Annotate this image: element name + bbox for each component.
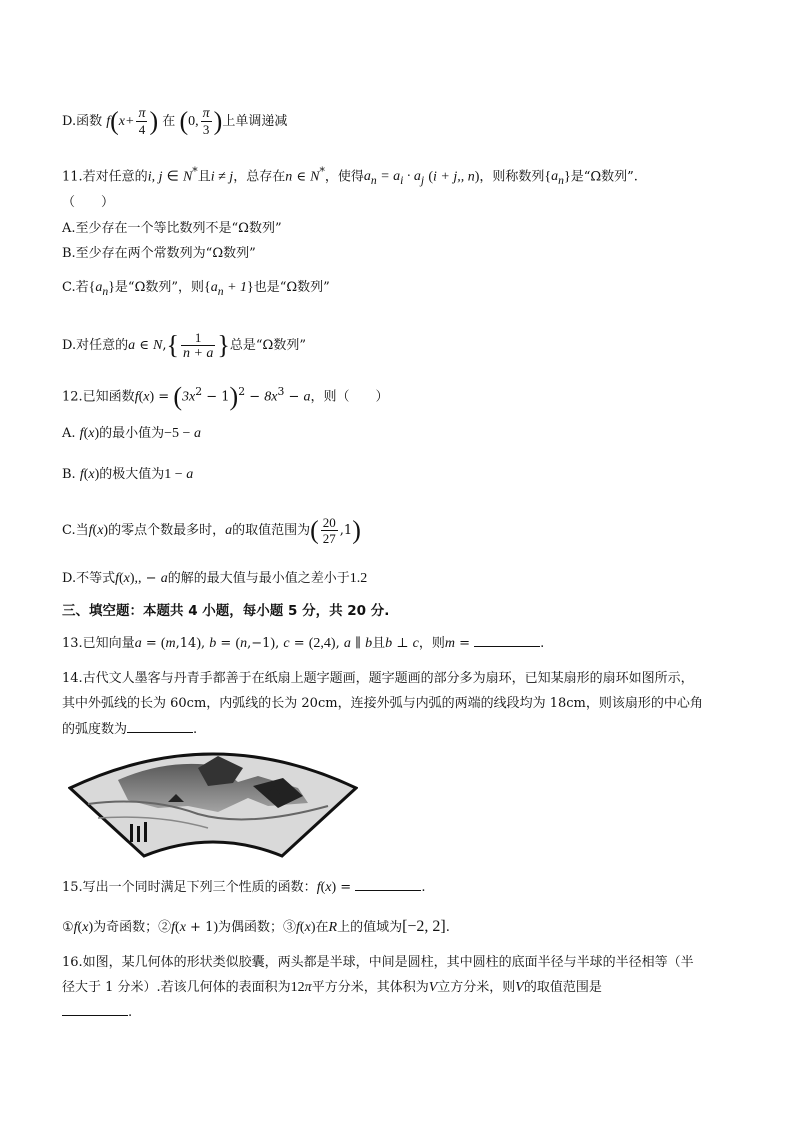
q11-stem-d: ，使得 bbox=[324, 169, 364, 185]
q10-option-d: D.函数 f(x+ $\frac{\pi}{4}$ ) 在 (0, $\frac{\pi}{3}$ )上单调递减 bbox=[62, 106, 288, 137]
q12c-b: 的零点个数最多时， bbox=[108, 523, 226, 538]
q12-option-b: B. f(x)的极大值为1 − a bbox=[62, 467, 194, 482]
q13-stem-b: 且 bbox=[372, 636, 386, 651]
q15-p1-b: 为奇函数；② bbox=[93, 920, 172, 935]
q12c-frac: $\frac{20}{27}$ bbox=[322, 515, 336, 546]
q10d-mid: 在 bbox=[162, 114, 176, 129]
q11-option-d: D.对任意的a ∈ N,{ $\frac{1}{n + a}$ }总是“Ω数列” bbox=[62, 330, 306, 361]
q14-line3-text: 的弧度数为 bbox=[62, 722, 128, 737]
q12-option-d: D.不等式f(x),, − a的解的最大值与最小值之差小于1.2 bbox=[62, 571, 368, 586]
q10d-label: D.函数 bbox=[62, 114, 103, 129]
q15-stem-text: 15.写出一个同时满足下列三个性质的函数： bbox=[62, 880, 317, 895]
q11c-a: C.若 bbox=[62, 280, 89, 295]
q10d-func: f bbox=[106, 114, 111, 129]
q16-line2: 径大于 1 分米）.若该几何体的表面积为12π平方分米，其体积为V立方分米，则V的取值范围是 bbox=[62, 980, 602, 995]
q16-answer-blank[interactable] bbox=[62, 1003, 128, 1016]
q11d-frac: $\frac{1}{n + a}$ bbox=[182, 330, 214, 361]
q14-answer-blank[interactable] bbox=[127, 720, 193, 733]
q12-stem: 12.已知函数$f(x) = (3x^2 - 1)^2 - 8x^3 - a$，则（ ） bbox=[62, 381, 389, 411]
q10d-interval-frac: $\frac{\pi}{3}$ bbox=[202, 106, 210, 137]
q12a-a: A. bbox=[62, 426, 76, 441]
q15-properties: ①f(x)为奇函数；②f(x + 1)为偶函数；③f(x)在R上的值域为[−2, 2]. bbox=[62, 918, 450, 935]
q12-option-c: C.当f(x)的零点个数最多时，a的取值范围为( $\frac{20}{27}$ ,1) bbox=[62, 515, 361, 546]
q14-end: . bbox=[193, 722, 198, 737]
q16-line2-c: 立方分米，则 bbox=[437, 980, 516, 995]
q11-stem-f: 是“Ω数列”. bbox=[570, 169, 638, 185]
q11-answer-paren: （ ） bbox=[62, 195, 115, 210]
q13-stem-c: ，则 bbox=[418, 636, 445, 651]
q15-answer-blank[interactable] bbox=[355, 878, 421, 891]
q15-p1-a: ① bbox=[62, 920, 74, 935]
q15-p1-c: 为偶函数；③ bbox=[218, 920, 297, 935]
q15-p1-d: 在 bbox=[315, 920, 329, 935]
q15-p1-f: . bbox=[445, 920, 450, 935]
q11c-b: 是“Ω数列”，则 bbox=[114, 280, 204, 295]
q13-stem: 13.已知向量a = (m,14), b = (n,−1), c = (2,4), a ∥ b且b ⊥ c，则m = . bbox=[62, 636, 545, 651]
q16-end: . bbox=[128, 1005, 133, 1020]
q12c-c: 的取值范围为 bbox=[232, 523, 311, 538]
q13-stem-d: . bbox=[540, 636, 545, 651]
q13-stem-a: 13.已知向量 bbox=[62, 636, 135, 651]
q16-line1: 16.如图，某几何体的形状类似胶囊，两头都是半球，中间是圆柱，其中圆柱的底面半径与半球的半径相等（半 bbox=[62, 955, 694, 970]
q11-option-b: B.至少存在两个常数列为“Ω数列” bbox=[62, 246, 256, 261]
q11-option-c: C.若$\{a_n\}$是“Ω数列”，则$\{a_n + 1\}$也是“Ω数列” bbox=[62, 280, 330, 298]
q12d-b: 的解的最大值与最小值之差小于 bbox=[167, 571, 350, 586]
fan-ring-figure bbox=[68, 748, 358, 860]
q12b-a: B. bbox=[62, 467, 76, 482]
q12-stem-a: 12.已知函数 bbox=[62, 389, 135, 405]
q13-answer-blank[interactable] bbox=[474, 634, 540, 647]
section-3-heading: 三、填空题：本题共 4 小题，每小题 5 分，共 20 分. bbox=[62, 603, 390, 619]
q14-line3 bbox=[62, 720, 197, 739]
q12c-a: C.当 bbox=[62, 523, 89, 538]
q15-stem: 15.写出一个同时满足下列三个性质的函数：f(x) = . bbox=[62, 880, 426, 895]
q15-p1-e: 上的值域为 bbox=[337, 920, 403, 935]
q12d-a: D.不等式 bbox=[62, 571, 116, 586]
q11-stem-e: ，则称数列 bbox=[479, 169, 545, 185]
q12-stem-b: ，则（ ） bbox=[310, 389, 389, 405]
q11d-a: D.对任意的 bbox=[62, 338, 129, 353]
q11c-c: 也是“Ω数列” bbox=[253, 280, 330, 295]
q12b-b: 的极大值为 bbox=[99, 467, 165, 482]
q11-stem-b: 且 bbox=[197, 169, 211, 185]
q11-stem-a: 11.若对任意的 bbox=[62, 169, 148, 185]
q16-line3 bbox=[62, 1003, 132, 1022]
q11-option-a: A.至少存在一个等比数列不是“Ω数列” bbox=[62, 221, 282, 236]
q12d-num: 1.2 bbox=[349, 571, 368, 586]
q12-option-a: A. f(x)的最小值为−5 − a bbox=[62, 426, 201, 441]
q11-stem: 11.若对任意的i, j ∈ N*且i ≠ j，总存在n ∈ N*，使得$a_n = a_i \cdot a_j$ (i + j,, n)，则称数列$\{a_n\}$是“Ω数列”. bbox=[62, 165, 638, 188]
q14-line2: 其中外弧线的长为 60cm，内弧线的长为 20cm，连接外弧与内弧的两端的线段均为 18cm，则该扇形的中心角 bbox=[62, 696, 703, 711]
q16-line2-b: 平方分米，其体积为 bbox=[311, 980, 429, 995]
q11d-b: 总是“Ω数列” bbox=[229, 338, 306, 353]
q14-line1: 14.古代文人墨客与丹青手都善于在纸扇上题字题画，题字题画的部分多为扇环，已知某扇形的扇环如图所示， bbox=[62, 671, 694, 686]
q11-stem-c: ，总存在 bbox=[233, 169, 286, 185]
q16-line2-d: 的取值范围是 bbox=[523, 980, 602, 995]
q10d-tail: 上单调递减 bbox=[222, 114, 288, 129]
q10d-frac: $\frac{\pi}{4}$ bbox=[138, 106, 146, 137]
q12a-b: 的最小值为 bbox=[99, 426, 165, 441]
q16-line2-a: 径大于 1 分米）.若该几何体的表面积为 bbox=[62, 980, 291, 995]
